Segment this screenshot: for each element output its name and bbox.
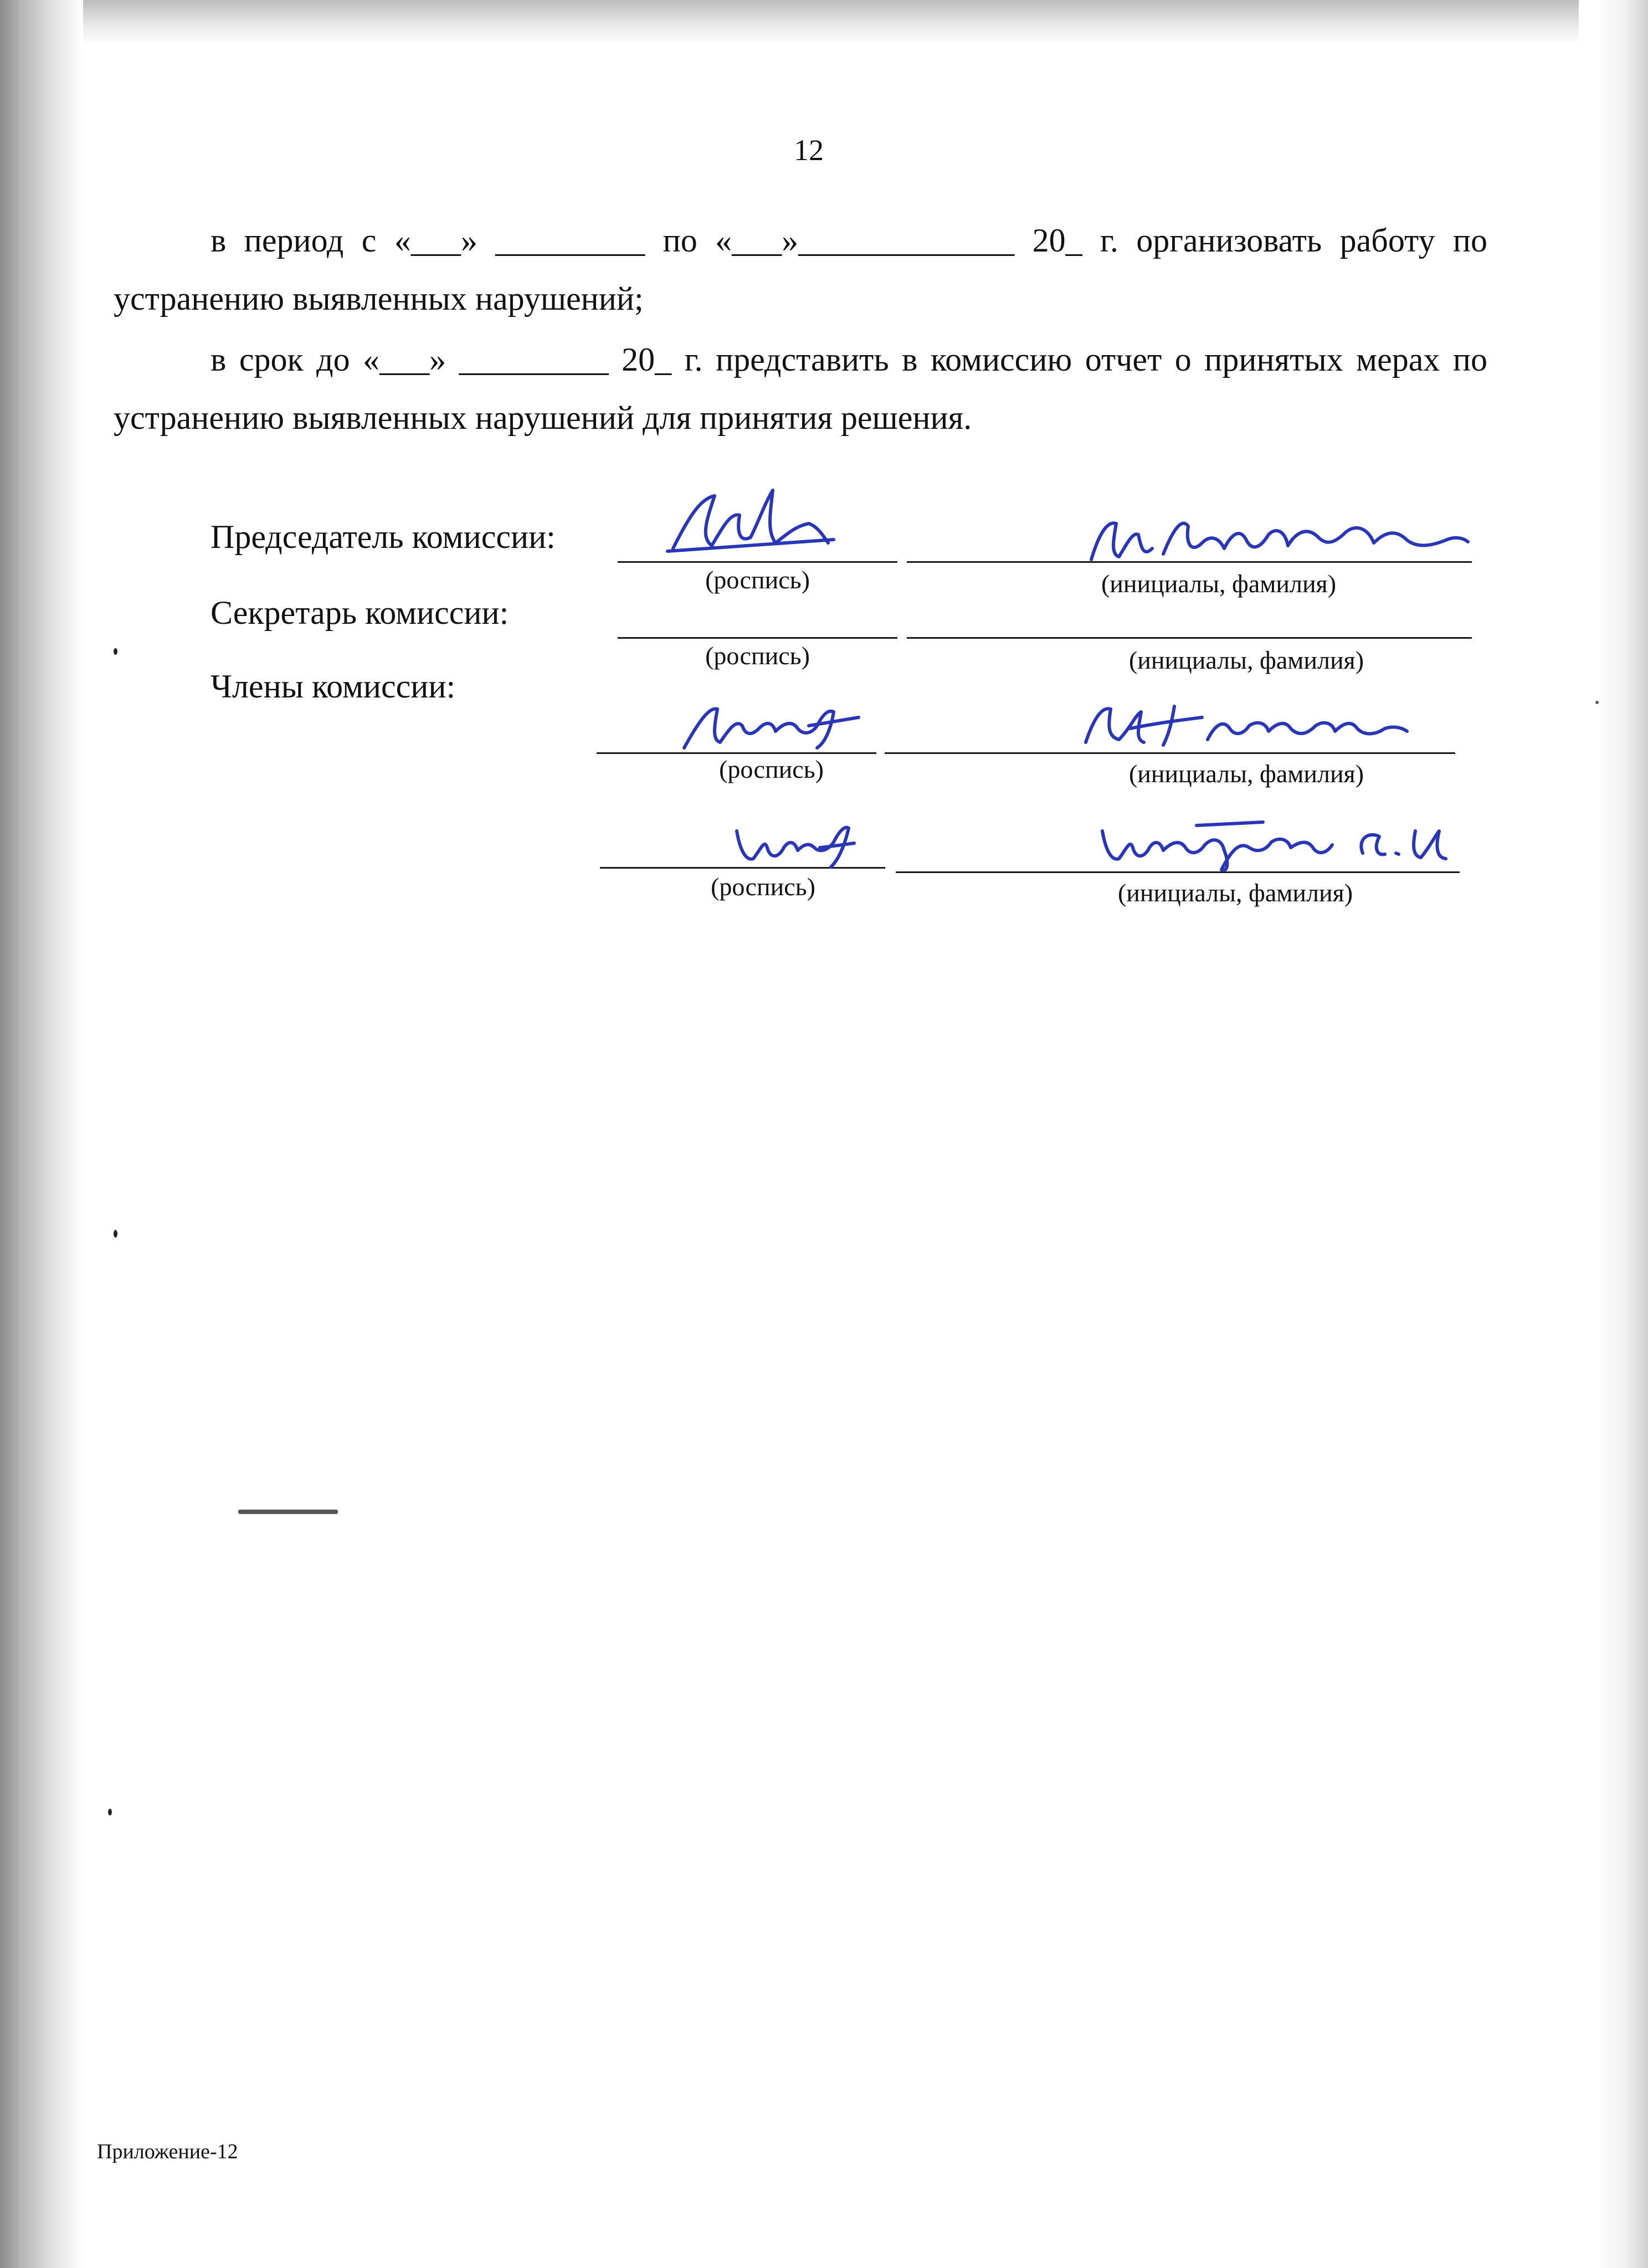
member2-name-handwritten xyxy=(1097,814,1462,875)
member1-signature-caption: (роспись) xyxy=(719,755,824,783)
chairman-name-handwritten xyxy=(1086,510,1474,571)
paragraph-deadline-text: в срок до «___» _________ 20_ г. представить в комиссию отчет о принятых мерах по устранению выявленных нарушений для принятия решения. xyxy=(114,341,1487,436)
scan-smudge xyxy=(238,1510,338,1514)
secretary-name-caption: (инициалы, фамилия) xyxy=(1128,646,1364,674)
paragraph-deadline xyxy=(114,331,1487,447)
chairman-label: Председатель комиссии: xyxy=(211,519,556,555)
paragraph-period-text: в период с «___» _________ по «___»_____________ 20_ г. организовать работу по устранению выявленных нарушений; xyxy=(114,222,1487,317)
member1-name-caption: (инициалы, фамилия) xyxy=(1128,760,1364,788)
scan-speck xyxy=(114,1230,117,1238)
scan-speck xyxy=(108,1809,112,1815)
members-label: Члены комиссии: xyxy=(211,668,456,705)
appendix-footer: Приложение-12 xyxy=(97,2140,238,2163)
chairman-signature-caption: (роспись) xyxy=(705,566,810,594)
member1-name-handwritten xyxy=(1080,695,1413,751)
secretary-signature-caption: (роспись) xyxy=(705,642,810,670)
scan-speck xyxy=(114,648,117,655)
secretary-name-line xyxy=(907,637,1472,639)
secretary-label: Секретарь комиссии: xyxy=(211,594,509,631)
member2-signature-caption: (роспись) xyxy=(711,873,815,901)
paragraph-period xyxy=(114,212,1487,328)
page-number: 12 xyxy=(794,134,824,167)
member2-signature xyxy=(731,814,859,875)
scan-top-edge-shadow xyxy=(83,0,1579,44)
chairman-name-caption: (инициалы, фамилия) xyxy=(1101,569,1337,598)
scan-left-edge-shadow xyxy=(0,0,83,2268)
scan-right-edge-shadow xyxy=(1595,0,1648,2268)
scan-speck xyxy=(1595,701,1599,704)
member1-signature xyxy=(676,695,864,756)
member2-name-caption: (инициалы, фамилия) xyxy=(1117,879,1353,907)
secretary-signature-line xyxy=(618,637,897,639)
chairman-signature xyxy=(662,482,839,565)
member1-name-line xyxy=(885,752,1455,754)
